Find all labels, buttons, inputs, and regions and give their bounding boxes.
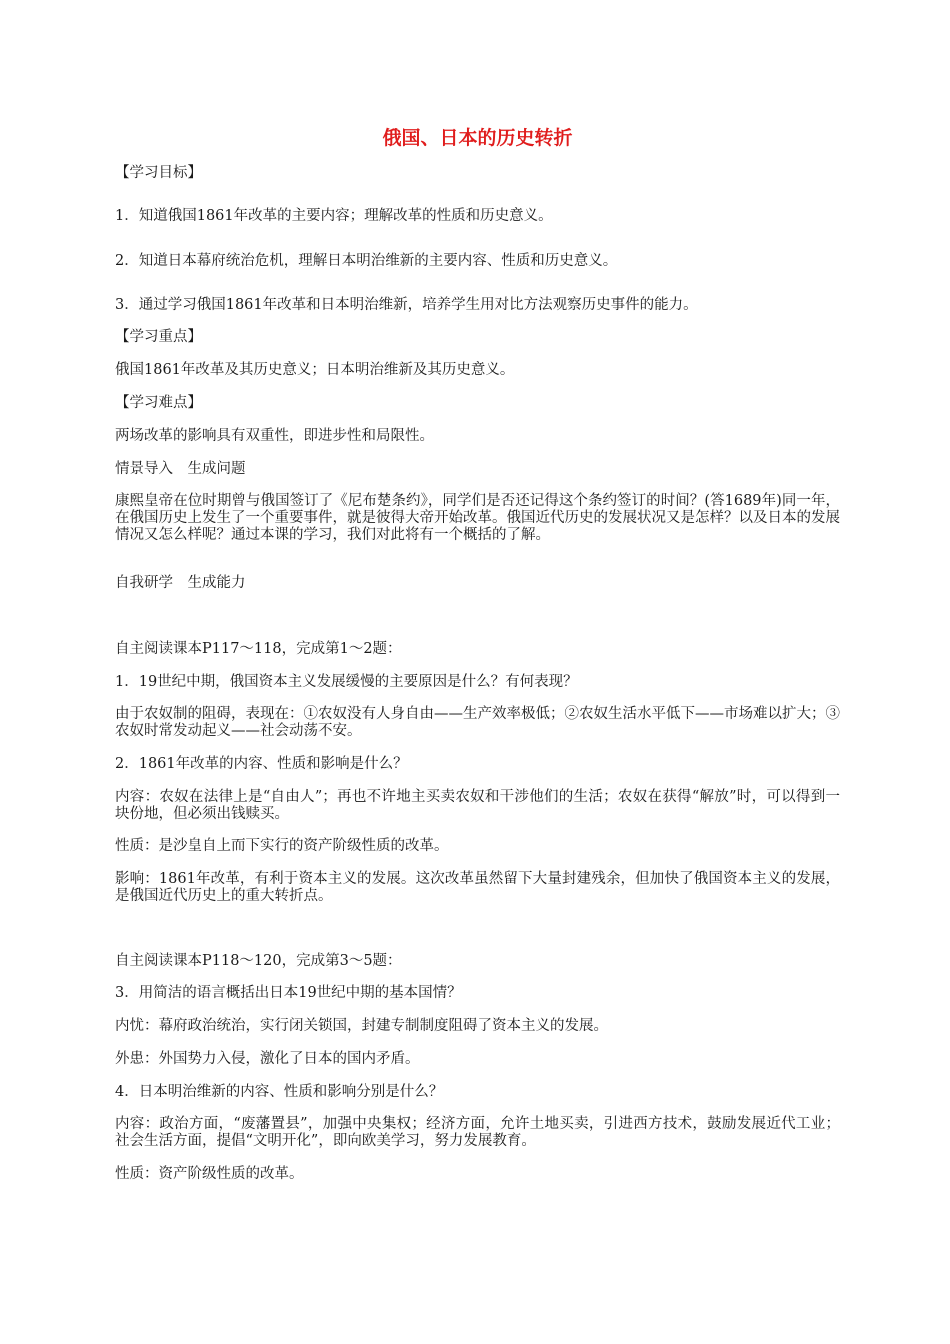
reading-instruction-1: 自主阅读课本P117～118，完成第1～2题： xyxy=(115,641,402,657)
answer-2-nature: 性质：是沙皇自上而下实行的资产阶级性质的改革。 xyxy=(115,838,449,854)
answer-4-nature: 性质：资产阶级性质的改革。 xyxy=(115,1166,304,1182)
self-study-heading: 自我研学 生成能力 xyxy=(115,575,246,591)
difficulty-heading: 【学习难点】 xyxy=(115,395,202,411)
difficulty-text: 两场改革的影响具有双重性，即进步性和局限性。 xyxy=(115,428,434,444)
answer-2-impact: 影响：1861年改革，有利于资本主义的发展。这次改革虽然留下大量封建残余，但加快了俄国资本主义的发展，是俄国近代历史上的重大转折点。 xyxy=(115,871,840,904)
answer-1: 由于农奴制的阻碍，表现在：①农奴没有人身自由——生产效率极低；②农奴生活水平低下——市场难以扩大；③农奴时常发动起义——社会动荡不安。 xyxy=(115,706,840,739)
question-4: 4．日本明治维新的内容、性质和影响分别是什么？ xyxy=(115,1084,444,1100)
goals-heading: 【学习目标】 xyxy=(115,165,202,181)
question-1: 1．19世纪中期，俄国资本主义发展缓慢的主要原因是什么？有何表现？ xyxy=(115,674,578,690)
focus-heading: 【学习重点】 xyxy=(115,329,202,345)
document-title: 俄国、日本的历史转折 xyxy=(382,127,573,149)
goal-item-2: 2．知道日本幕府统治危机，理解日本明治维新的主要内容、性质和历史意义。 xyxy=(115,253,618,269)
answer-3-internal: 内忧：幕府政治统治，实行闭关锁国，封建专制制度阻碍了资本主义的发展。 xyxy=(115,1018,608,1034)
goal-item-1: 1．知道俄国1861年改革的主要内容；理解改革的性质和历史意义。 xyxy=(115,208,553,224)
intro-heading: 情景导入 生成问题 xyxy=(115,461,246,477)
answer-3-external: 外患：外国势力入侵，激化了日本的国内矛盾。 xyxy=(115,1051,420,1067)
question-2: 2．1861年改革的内容、性质和影响是什么？ xyxy=(115,756,408,772)
question-3: 3．用简洁的语言概括出日本19世纪中期的基本国情？ xyxy=(115,985,462,1001)
focus-text: 俄国1861年改革及其历史意义；日本明治维新及其历史意义。 xyxy=(115,362,515,378)
answer-4-content: 内容：政治方面，“废藩置县”，加强中央集权；经济方面，允许土地买卖，引进西方技术，鼓励发展近代工业；社会生活方面，提倡“文明开化”，即向欧美学习，努力发展教育。 xyxy=(115,1116,840,1149)
answer-2-content: 内容：农奴在法律上是“自由人”；再也不许地主买卖农奴和干涉他们的生活；农奴在获得“解放”时，可以得到一块份地，但必须出钱赎买。 xyxy=(115,789,840,822)
intro-paragraph: 康熙皇帝在位时期曾与俄国签订了《尼布楚条约》，同学们是否还记得这个条约签订的时间？(答1689年)同一年，在俄国历史上发生了一个重要事件，就是彼得大帝开始改革。俄国近代历史的发展状况又是怎样？以及日本的发展情况又怎么样呢？通过本课的学习，我们对此将有一个概括的了解。 xyxy=(115,493,840,543)
reading-instruction-2: 自主阅读课本P118～120，完成第3～5题： xyxy=(115,953,402,969)
goal-item-3: 3．通过学习俄国1861年改革和日本明治维新，培养学生用对比方法观察历史事件的能力。 xyxy=(115,297,698,313)
